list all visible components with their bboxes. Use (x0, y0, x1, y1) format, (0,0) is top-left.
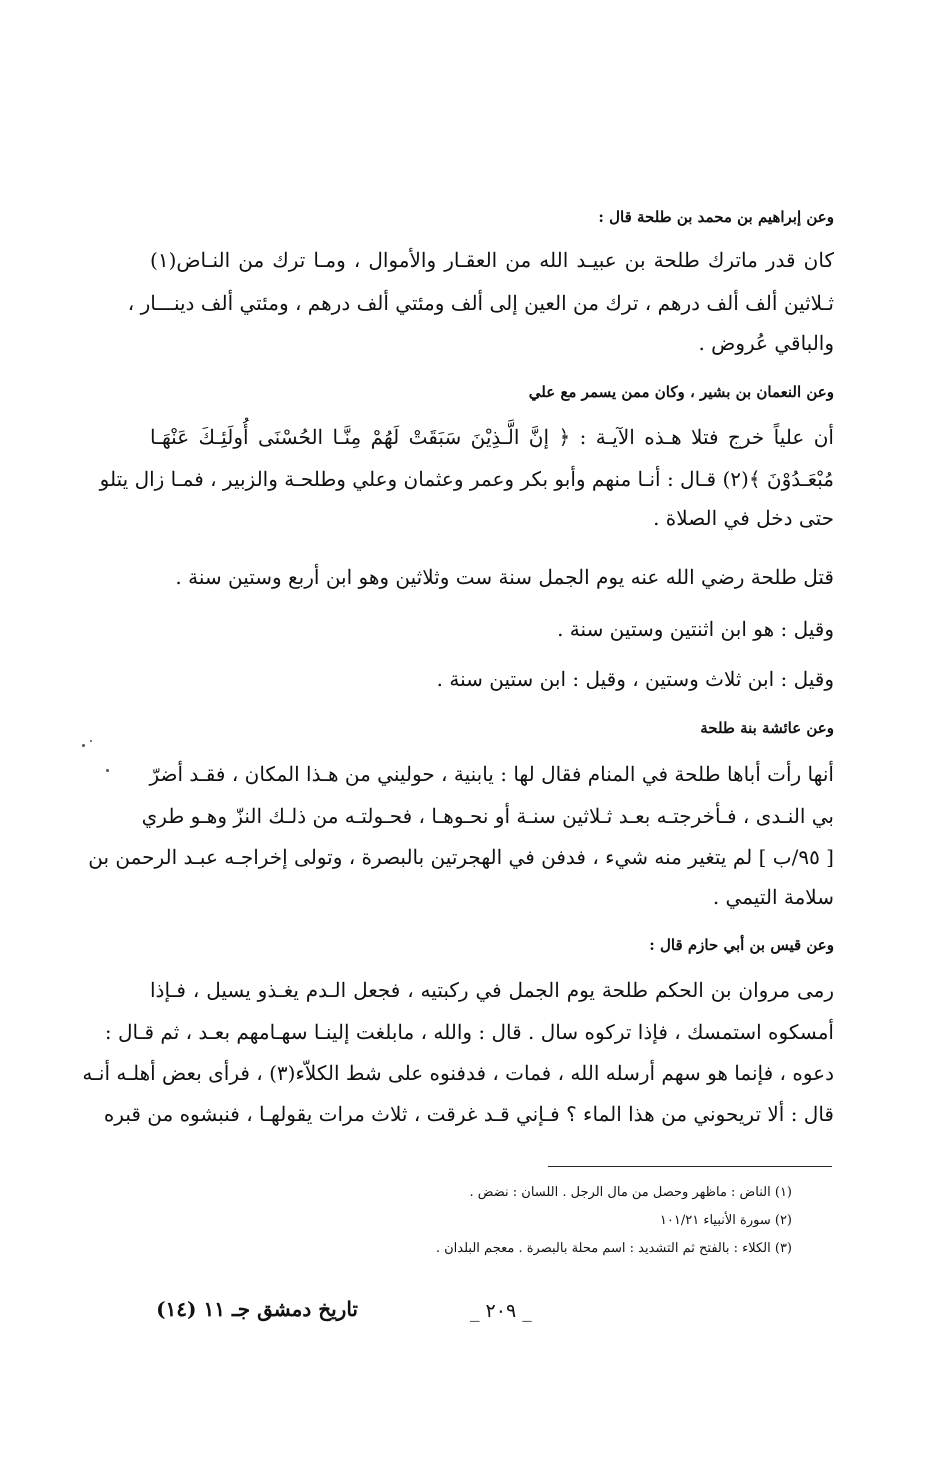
footnote: (١) الناض : ماظهر وحصل من مال الرجل . اللسان : نضض . (469, 1185, 792, 1200)
paragraph-line: كان قدر ماترك طلحة بن عبيـد الله من العقـار والأموال ، ومـا ترك من النـاض(١) (150, 248, 834, 272)
paragraph-line: مُبْعَـدُوْنَ ﴾(٢) قـال : أنـا منهم وأبو بكر وعمر وعثمان وعلي وطلحـة والزبير ، فمـا زال يتلو (99, 467, 834, 491)
paragraph-line: بي النـدى ، فـأخرجتـه بعـد ثـلاثين سنـة أو نحـوهـا ، فحـولتـه من ذلـك النزّ وهـو طري (141, 804, 834, 828)
paragraph-line: رمى مروان بن الحكم طلحة يوم الجمل في ركبتيه ، فجعل الـدم يغـذو يسيل ، فـإذا (150, 978, 834, 1002)
footnote: (٢) سورة الأنبياء ١٠١/٢١ (659, 1213, 792, 1228)
paragraph-line: والباقي عُروض . (698, 331, 834, 355)
paragraph-line: حتى دخل في الصلاة . (653, 506, 834, 530)
paragraph-line: سلامة التيمي . (712, 885, 834, 909)
scan-speck (106, 769, 109, 772)
scan-speck (82, 744, 85, 747)
scan-speck (90, 740, 92, 742)
paragraph-line: دعوه ، فإنما هو سهم أرسله الله ، فمات ، فدفنوه على شط الكلاّء(٣) ، فرأى بعض أهلـه أنـه (82, 1061, 834, 1085)
paragraph-line: [ ٩٥/ب ] لم يتغير منه شيء ، فدفن في الهجرتين بالبصرة ، وتولى إخراجـه عبـد الرحمن بن (88, 845, 834, 869)
page-number: _ ٢٠٩ _ (470, 1300, 532, 1322)
paragraph-line: أمسكوه استمسك ، فإذا تركوه سال . قال : والله ، مابلغت إلينـا سهـامهم بعـد ، ثم قـال : (104, 1020, 834, 1044)
paragraph-line: قال : ألا تريحوني من هذا الماء ؟ فـإني قـد غرقت ، ثلاث مرات يقولهـا ، فنبشوه من قبره (103, 1102, 834, 1126)
paragraph-line: ثـلاثين ألف ألف درهم ، ترك من العين إلى ألف ومئتي ألف درهم ، ومئتي ألف دينـــار ، (127, 291, 834, 315)
paragraph-line: أنها رأت أباها طلحة في المنام فقال لها : يابنية ، حوليني من هـذا المكان ، فقـد أضرّ (149, 762, 834, 786)
book-title: تاريخ دمشق جـ ١١ (١٤) (156, 1297, 358, 1321)
paragraph-line: قتل طلحة رضي الله عنه يوم الجمل سنة ست وثلاثين وهو ابن أربع وستين سنة . (175, 565, 834, 589)
paragraph-line: أن علياً خرج فتلا هـذه الآيـة : ﴿ إنَّ الَّـذِيْنَ سَبَقَتْ لَهُمْ مِنَّـا الحُسْنَى أُولَئِـكَ عَنْهَـا (150, 425, 834, 449)
section-heading: وعن النعمان بن بشير ، وكان ممن يسمر مع علي (528, 383, 834, 401)
section-heading: وعن إبراهيم بن محمد بن طلحة قال : (598, 208, 834, 226)
paragraph-line: وقيل : هو ابن اثنتين وستين سنة . (557, 617, 834, 641)
section-heading: وعن عائشة بنة طلحة (700, 719, 834, 737)
footnote-separator (548, 1166, 832, 1167)
section-heading: وعن قيس بن أبي حازم قال : (649, 936, 834, 954)
paragraph-line: وقيل : ابن ثلاث وستين ، وقيل : ابن ستين سنة . (436, 667, 834, 691)
footnote: (٣) الكلاء : بالفتح ثم التشديد : اسم محلة بالبصرة . معجم البلدان . (435, 1241, 792, 1256)
